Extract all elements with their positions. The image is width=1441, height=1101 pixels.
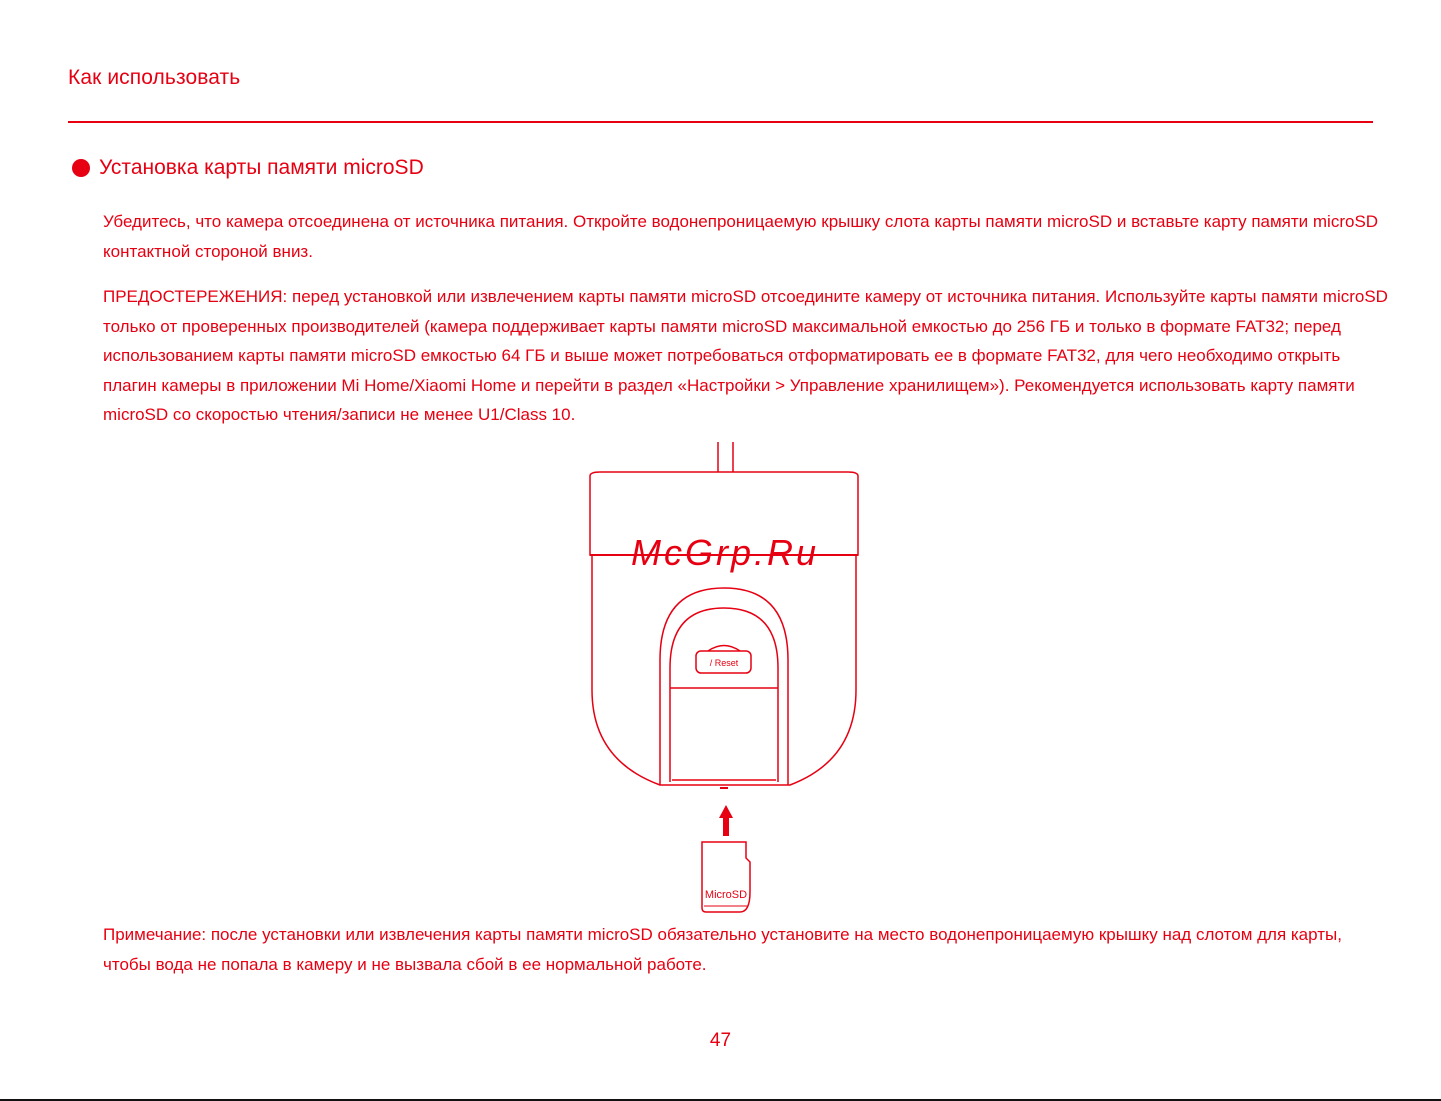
section-heading-text: Установка карты памяти microSD [99,156,424,179]
warning-label: ПРЕДОСТЕРЕЖЕНИЯ: [103,287,288,306]
warning-paragraph [103,282,1388,430]
header-divider [68,121,1373,123]
cover-outer-arch [660,588,788,785]
warning-text: перед установкой или извлечением карты памяти microSD отсоедините камеру от источника питания. Используйте карты памяти microSD только от проверенных производителей (камера поддерживает карты памяти microSD максимальной емкостью до 256 ГБ и только в формате FAT32; перед использованием карты памяти microSD емкостью 64 ГБ и выше может потребоваться отформатировать ее в формате FAT32, для чего необходимо открыть плагин камеры в приложении Mi Home/Xiaomi Home и перейти в раздел «Настройки > Управление хранилищем»). Рекомендуется использовать карту памяти microSD со скоростью чтения/записи не менее U1/Class 10. [103,287,1388,424]
page-number: 47 [709,1030,732,1051]
page-header-title: Как использовать [68,66,241,89]
insert-arrow-icon [719,805,733,836]
microsd-card-label: MicroSD [704,889,748,901]
cover-inner-arch [670,608,778,782]
watermark-text: McGrp.Ru [630,532,820,573]
note-label: Примечание: [103,925,207,944]
camera-body [592,555,856,785]
microsd-card-icon [702,842,750,912]
reset-label: / Reset [709,658,739,668]
camera-microsd-illustration [580,440,870,920]
section-heading [72,156,424,180]
camera-diagram [580,440,870,920]
reset-button-arc [708,646,740,652]
note-text: после установки или извлечения карты памяти microSD обязательно установите на место водонепроницаемую крышку над слотом для карты, чтобы вода не попала в камеру и не вызвала сбой в ее нормальной работе. [103,925,1342,974]
intro-paragraph: Убедитесь, что камера отсоединена от источника питания. Откройте водонепроницаемую крышку слота карты памяти microSD и вставьте карту памяти microSD контактной стороной вниз. [103,212,1379,261]
bullet-dot-icon [72,159,90,177]
note-paragraph [103,920,1388,979]
